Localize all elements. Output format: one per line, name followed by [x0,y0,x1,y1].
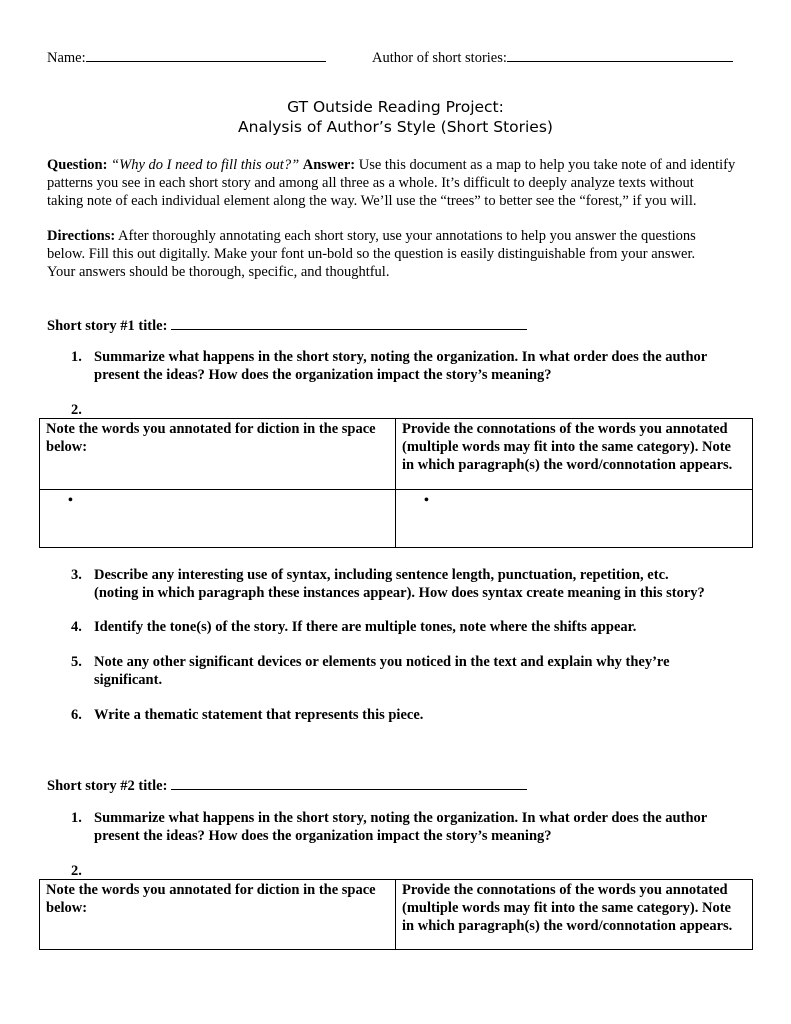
answer-text-2: patterns you see in each short story and among all three as a whole. It’s difficult to deeply analyze texts without [47,175,694,191]
directions-line1 [47,227,767,245]
story1-q5 [94,653,754,689]
story1-q1-line2: present the ideas? How does the organization impact the story’s meaning? [94,367,552,383]
story1-title-label: Short story #1 title: [47,318,168,334]
story2-connotation-header: Provide the connotations of the words you annotated (multiple words may fit into the same category). Note in which paragraph(s) the word/connotation appears. [396,880,753,950]
story1-q4-number: 4. [71,619,82,635]
story2-diction-header: Note the words you annotated for diction in the space below: [40,880,396,950]
story1-q3 [94,566,754,602]
name-field [47,46,326,67]
story2-q1-line2: present the ideas? How does the organization impact the story’s meaning? [94,828,552,844]
story2-title-label: Short story #2 title: [47,778,168,794]
directions-text-2: below. Fill this out digitally. Make your font un-bold so the question is easily distinguishable from your answer. [47,246,696,262]
story2-q1-line1: Summarize what happens in the short story, noting the organization. In what order does the author [94,810,708,826]
story1-diction-header: Note the words you annotated for diction in the space below: [40,419,396,490]
question-text: “Why do I need to fill this out?” [111,157,300,173]
story1-q5-line2: significant. [94,672,163,688]
story1-q5-line1: Note any other significant devices or elements you noticed in the text and explain why they’re [94,654,670,670]
story1-q2-number: 2. [71,402,82,418]
author-blank[interactable] [507,46,733,62]
story1-diction-table [39,418,753,548]
story1-q4: Identify the tone(s) of the story. If there are multiple tones, note where the shifts appear. [94,619,637,635]
story1-q3-line2: (noting in which paragraph these instances appear). How does syntax create meaning in this story? [94,585,705,601]
author-field [372,46,733,67]
story2-title-blank[interactable] [171,774,527,790]
answer-label: Answer: [302,157,356,173]
intro-line1 [47,156,767,174]
question-label: Question: [47,157,108,173]
story2-q1 [94,809,754,845]
story1-connotation-cell[interactable] [396,490,753,548]
answer-text-1: Use this document as a map to help you take note of and identify [358,157,736,173]
name-label: Name: [47,50,86,66]
author-label: Author of short stories: [372,50,507,66]
story1-q5-number: 5. [71,654,82,670]
story1-q1-line1: Summarize what happens in the short story, noting the organization. In what order does the author [94,349,708,365]
page-title-line2: Analysis of Author’s Style (Short Stories) [238,118,553,136]
story1-q3-number: 3. [71,567,82,583]
story1-title-field [47,314,527,335]
directions-label: Directions: [47,228,116,244]
story1-diction-cell[interactable] [40,490,396,548]
story1-q6: Write a thematic statement that represents this piece. [94,707,424,723]
page-title-line1: GT Outside Reading Project: [287,98,504,116]
bullet: • [424,493,429,508]
story1-q1-number: 1. [71,349,82,365]
story1-q1 [94,348,754,384]
directions-text-1: After thoroughly annotating each short story, use your annotations to help you answer the questions [118,228,696,244]
story1-title-blank[interactable] [171,314,527,330]
story2-title-field [47,774,527,795]
story2-diction-table [39,879,753,950]
story1-connotation-header: Provide the connotations of the words you annotated (multiple words may fit into the same category). Note in which paragraph(s) the word/connotation appears. [396,419,753,490]
story1-q6-number: 6. [71,707,82,723]
answer-text-3: taking note of each individual element along the way. We’ll use the “trees” to better see the “forest,” if you will. [47,193,697,209]
name-blank[interactable] [86,46,326,62]
directions-text-3: Your answers should be thorough, specific, and thoughtful. [47,264,390,280]
bullet: • [68,493,73,508]
story2-q2-number: 2. [71,863,82,879]
story1-q3-line1: Describe any interesting use of syntax, including sentence length, punctuation, repetition, etc. [94,567,669,583]
story2-q1-number: 1. [71,810,82,826]
